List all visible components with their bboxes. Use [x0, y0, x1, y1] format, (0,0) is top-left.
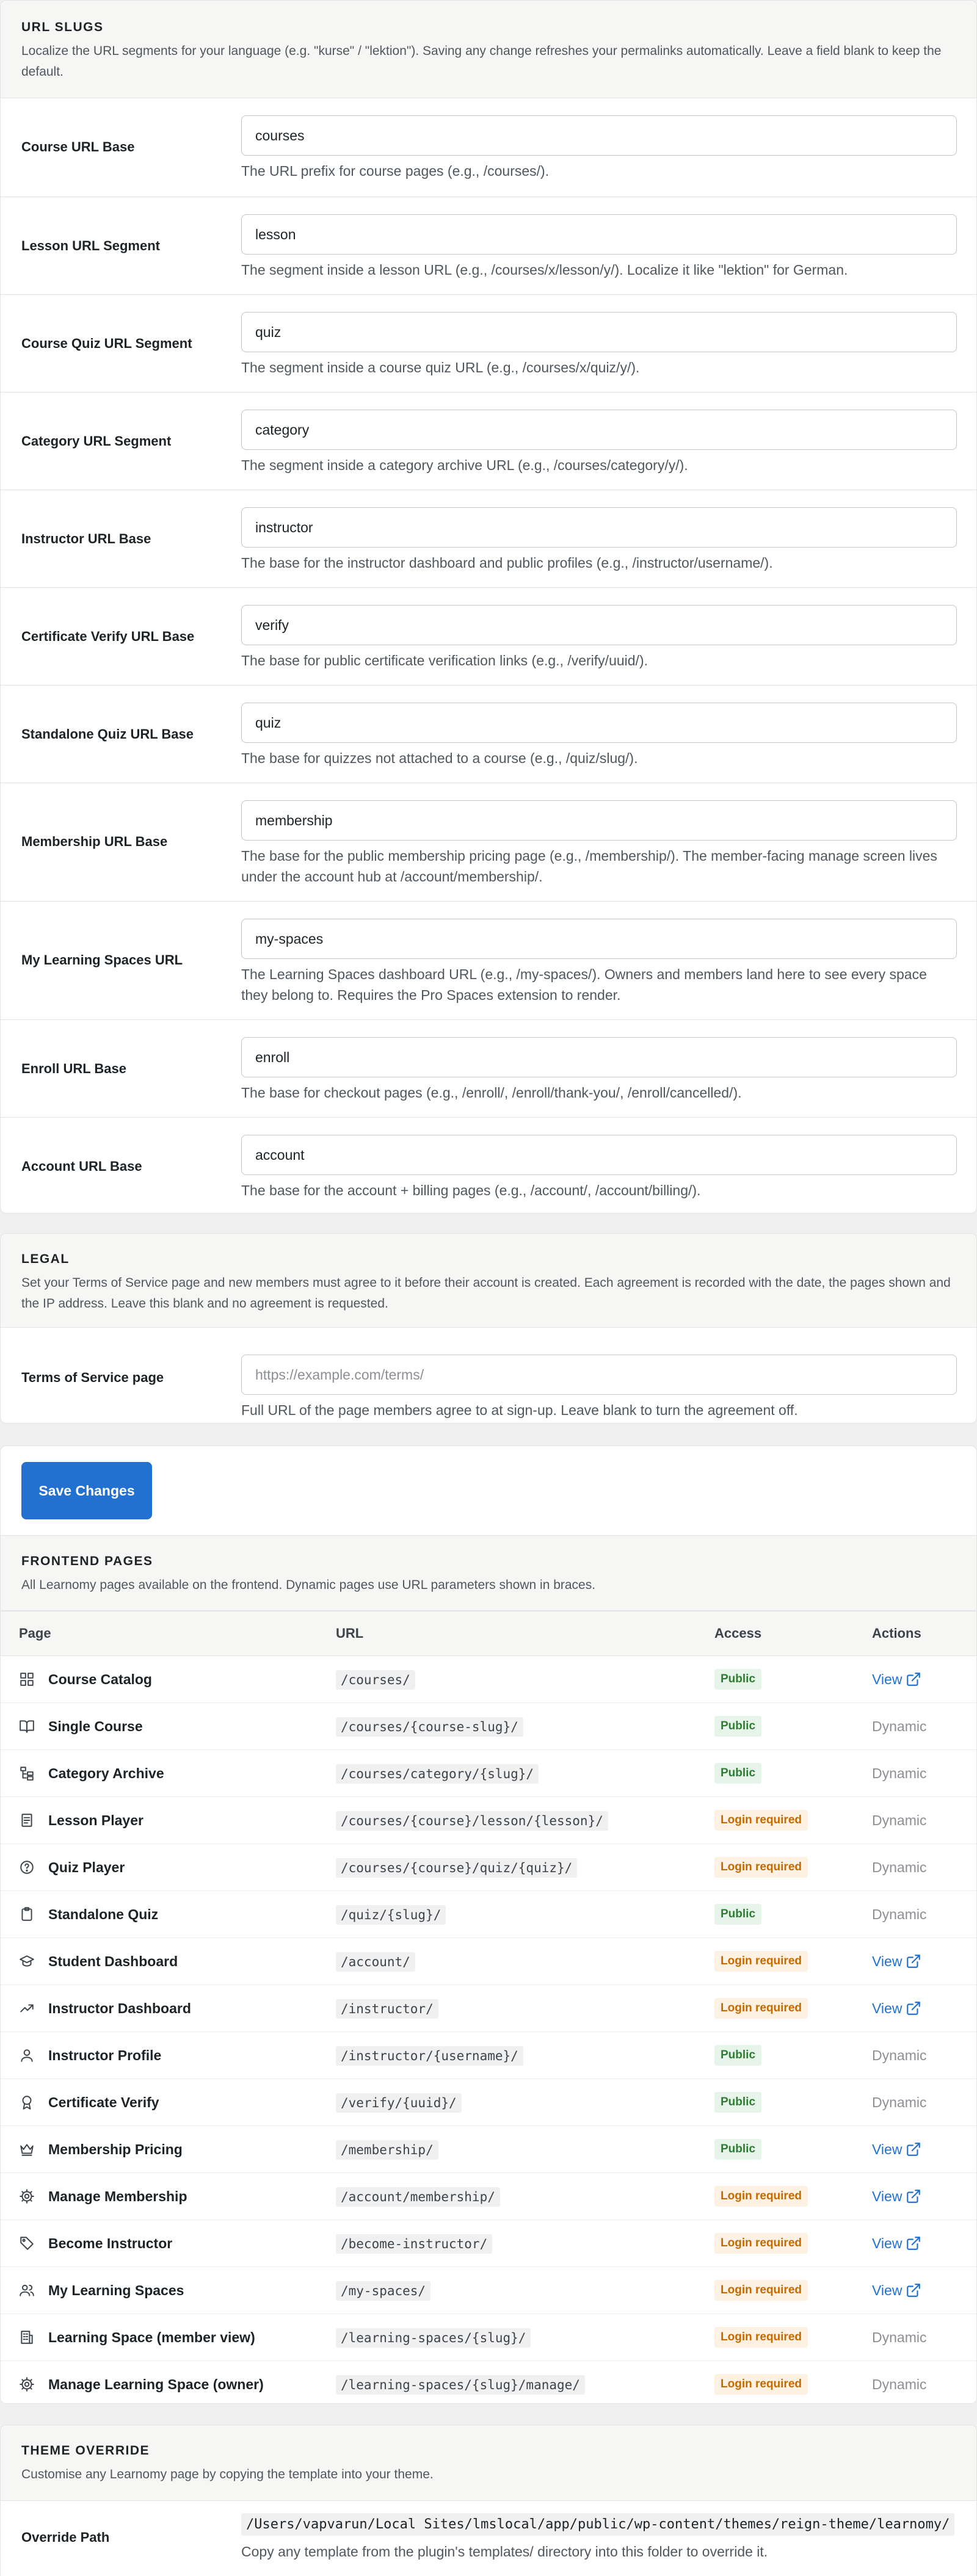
slug-help: The base for the instructor dashboard and public profiles (e.g., /instructor/username/). — [241, 555, 773, 571]
page-cell — [1, 1750, 336, 1797]
clipboard-icon — [19, 1906, 35, 1922]
slug-input[interactable] — [241, 1135, 957, 1175]
access-cell — [714, 1703, 872, 1750]
page-url: /membership/ — [336, 2140, 438, 2160]
page-cell — [1, 2361, 336, 2404]
page-name: Instructor Profile — [48, 2047, 162, 2063]
url-cell — [336, 1703, 714, 1750]
table-row — [1, 1938, 977, 1985]
url-cell — [336, 2267, 714, 2314]
actions-cell — [872, 2126, 977, 2173]
page-url: /instructor/{username}/ — [336, 2046, 523, 2066]
users-icon — [19, 2282, 35, 2298]
access-cell — [714, 1797, 872, 1844]
slug-help: The Learning Spaces dashboard URL (e.g., /my-spaces/). Owners and members land here to see every space they belong to. Requires the Pro Spaces extension to render. — [241, 966, 927, 1003]
slug-label: Course URL Base — [21, 139, 135, 154]
theme-override-section — [0, 2425, 977, 2576]
url-cell — [336, 1938, 714, 1985]
save-changes-button[interactable]: Save Changes — [21, 1462, 152, 1519]
access-badge: Public — [714, 1904, 761, 1925]
page-url: /account/membership/ — [336, 2187, 500, 2207]
dynamic-label: Dynamic — [872, 2329, 927, 2345]
user-icon — [19, 2047, 35, 2063]
url-cell — [336, 1656, 714, 1703]
slug-input[interactable] — [241, 115, 957, 156]
access-badge: Public — [714, 1669, 761, 1690]
folder-tree-icon — [19, 1765, 35, 1781]
page-cell-inner — [19, 2141, 336, 2158]
override-path-label: Override Path — [21, 2530, 110, 2545]
legal-section — [0, 1233, 977, 1424]
slug-input[interactable] — [241, 312, 957, 352]
view-label: View — [872, 2235, 903, 2251]
page-name: Course Catalog — [48, 1671, 152, 1687]
view-link[interactable] — [872, 2000, 921, 2017]
url-cell — [336, 2173, 714, 2220]
slug-help: The base for quizzes not attached to a course (e.g., /quiz/slug/). — [241, 750, 638, 766]
table-row — [1, 1656, 977, 1703]
section-title: THEME OVERRIDE — [21, 2444, 150, 2458]
slug-help: The segment inside a course quiz URL (e.g., /courses/x/quiz/y/). — [241, 360, 640, 375]
page-name: Certificate Verify — [48, 2094, 159, 2110]
slug-row — [1, 98, 976, 197]
access-badge: Login required — [714, 2233, 808, 2254]
view-link[interactable] — [872, 2282, 921, 2299]
slug-label: Enroll URL Base — [21, 1061, 126, 1076]
view-link[interactable] — [872, 1671, 921, 1688]
page-url: /quiz/{slug}/ — [336, 1905, 446, 1925]
page-cell-inner — [19, 2235, 336, 2252]
table-row — [1, 1797, 977, 1844]
crown-icon — [19, 2141, 35, 2157]
slug-input[interactable] — [241, 214, 957, 255]
section-description: Set your Terms of Service page and new members must agree to it before their account is created. Each agreement is recorded with the date, the pages shown and the IP address. Leave this blank and no agreement is requested. — [21, 1276, 951, 1311]
actions-cell — [872, 2032, 977, 2079]
actions-cell — [872, 1844, 977, 1891]
tos-row — [1, 1328, 976, 1424]
url-cell — [336, 2126, 714, 2173]
column-header-access: Access — [714, 1612, 872, 1656]
grid-icon — [19, 1671, 35, 1687]
page-name: Manage Learning Space (owner) — [48, 2376, 264, 2392]
actions-cell — [872, 1891, 977, 1938]
slug-help: The base for the account + billing pages (e.g., /account/, /account/billing/). — [241, 1182, 701, 1198]
tos-help: Full URL of the page members agree to at sign-up. Leave blank to turn the agreement off. — [241, 1402, 798, 1418]
access-cell — [714, 2220, 872, 2267]
actions-cell — [872, 2173, 977, 2220]
actions-cell — [872, 2079, 977, 2126]
page-url: /courses/{course-slug}/ — [336, 1717, 523, 1737]
dynamic-label: Dynamic — [872, 1812, 927, 1828]
actions-cell — [872, 1797, 977, 1844]
section-description: Localize the URL segments for your language (e.g. "kurse" / "lektion"). Saving any change refreshes your permalinks automatically. Leave a field blank to keep the default. — [21, 44, 942, 79]
page-cell — [1, 2032, 336, 2079]
page-cell — [1, 2126, 336, 2173]
view-label: View — [872, 2141, 903, 2157]
page-name: Manage Membership — [48, 2188, 187, 2204]
access-cell — [714, 2361, 872, 2404]
view-label: View — [872, 1671, 903, 1687]
view-link[interactable] — [872, 1953, 921, 1970]
url-cell — [336, 1797, 714, 1844]
slug-help: The URL prefix for course pages (e.g., /courses/). — [241, 163, 550, 179]
tag-icon — [19, 2235, 35, 2251]
frontend-pages-header — [1, 1535, 977, 1611]
slug-row — [1, 1020, 976, 1118]
external-link-icon — [902, 2282, 921, 2298]
access-cell — [714, 2079, 872, 2126]
url-cell — [336, 1985, 714, 2032]
page-url: /become-instructor/ — [336, 2234, 492, 2254]
legal-header — [1, 1234, 976, 1328]
page-name: Category Archive — [48, 1765, 164, 1781]
slug-row — [1, 295, 976, 393]
page-cell-inner — [19, 2000, 336, 2017]
page-url: /courses/category/{slug}/ — [336, 1764, 539, 1784]
page-cell-inner — [19, 2376, 336, 2393]
page-url: /account/ — [336, 1952, 415, 1972]
slug-label: Course Quiz URL Segment — [21, 336, 192, 351]
actions-cell — [872, 1938, 977, 1985]
url-slug-fields — [1, 98, 976, 1214]
page-cell — [1, 1656, 336, 1703]
table-row — [1, 2173, 977, 2220]
award-icon — [19, 2094, 35, 2110]
slug-input[interactable] — [241, 800, 957, 841]
access-badge: Login required — [714, 1810, 808, 1831]
external-link-icon — [902, 2235, 921, 2251]
access-cell — [714, 2173, 872, 2220]
graduation-cap-icon — [19, 1953, 35, 1969]
page-url: /my-spaces/ — [336, 2281, 430, 2301]
table-row — [1, 2361, 977, 2404]
table-row — [1, 2314, 977, 2361]
page-cell-inner — [19, 1718, 336, 1735]
table-row — [1, 1891, 977, 1938]
url-cell — [336, 2079, 714, 2126]
page-cell — [1, 2173, 336, 2220]
page-cell — [1, 1938, 336, 1985]
page-cell-inner — [19, 1671, 336, 1688]
page-name: Student Dashboard — [48, 1953, 178, 1969]
actions-cell — [872, 1750, 977, 1797]
frontend-pages-table — [1, 1611, 977, 2404]
external-link-icon — [902, 1671, 921, 1687]
slug-help: The base for the public membership pricing page (e.g., /membership/). The member-facing manage screen lives under the account hub at /account/membership/. — [241, 848, 937, 885]
trending-up-icon — [19, 2000, 35, 2016]
access-badge: Login required — [714, 1857, 808, 1878]
page-name: Single Course — [48, 1718, 143, 1734]
page-url: /courses/ — [336, 1670, 415, 1690]
page-name: Learning Space (member view) — [48, 2329, 255, 2345]
access-badge: Login required — [714, 2186, 808, 2207]
section-title: LEGAL — [21, 1252, 70, 1266]
page-cell — [1, 1985, 336, 2032]
url-cell — [336, 2361, 714, 2404]
table-row — [1, 2126, 977, 2173]
page-cell-inner — [19, 2047, 336, 2064]
slug-label: Lesson URL Segment — [21, 238, 160, 253]
slug-input[interactable] — [241, 410, 957, 450]
access-badge: Login required — [714, 2327, 808, 2348]
override-path-value: /Users/vapvarun/Local Sites/lmslocal/app/public/wp-content/themes/reign-theme/learnomy/ — [241, 2513, 954, 2536]
slug-row — [1, 197, 976, 295]
section-title: FRONTEND PAGES — [21, 1554, 153, 1568]
external-link-icon — [902, 2141, 921, 2157]
page-url: /learning-spaces/{slug}/manage/ — [336, 2375, 585, 2395]
access-cell — [714, 1985, 872, 2032]
slug-row — [1, 783, 976, 902]
url-cell — [336, 2220, 714, 2267]
table-header-row — [1, 1612, 977, 1656]
external-link-icon — [902, 1953, 921, 1969]
url-cell — [336, 1750, 714, 1797]
slug-label: Account URL Base — [21, 1159, 142, 1174]
actions-cell — [872, 1656, 977, 1703]
slug-row — [1, 1118, 976, 1214]
book-open-icon — [19, 1718, 35, 1734]
page-cell — [1, 2220, 336, 2267]
page-cell — [1, 2314, 336, 2361]
slug-label: My Learning Spaces URL — [21, 952, 183, 968]
page-cell — [1, 2267, 336, 2314]
actions-cell — [872, 2314, 977, 2361]
slug-row — [1, 686, 976, 783]
slug-input[interactable] — [241, 605, 957, 645]
page-cell-inner — [19, 1906, 336, 1923]
page-name: Standalone Quiz — [48, 1906, 159, 1922]
slug-input[interactable] — [241, 1037, 957, 1077]
page-cell — [1, 1797, 336, 1844]
page-name: Membership Pricing — [48, 2141, 183, 2157]
access-badge: Public — [714, 2139, 761, 2160]
view-label: View — [872, 2282, 903, 2298]
actions-cell — [872, 1985, 977, 2032]
section-title: URL SLUGS — [21, 20, 104, 34]
page-cell-inner — [19, 2329, 336, 2346]
table-row — [1, 1750, 977, 1797]
table-row — [1, 2220, 977, 2267]
slug-row — [1, 588, 976, 686]
section-description: All Learnomy pages available on the frontend. Dynamic pages use URL parameters shown in braces. — [21, 1578, 596, 1592]
access-badge: Public — [714, 2045, 761, 2066]
tos-label: Terms of Service page — [21, 1370, 164, 1385]
page-cell — [1, 1844, 336, 1891]
page-cell-inner — [19, 2282, 336, 2299]
dynamic-label: Dynamic — [872, 2094, 927, 2110]
access-cell — [714, 2314, 872, 2361]
access-badge: Public — [714, 1716, 761, 1737]
page-name: Lesson Player — [48, 1812, 143, 1828]
access-badge: Login required — [714, 2280, 808, 2301]
theme-override-header — [1, 2425, 976, 2501]
gear-icon — [19, 2188, 35, 2204]
access-cell — [714, 1891, 872, 1938]
actions-cell — [872, 1703, 977, 1750]
slug-row — [1, 490, 976, 588]
table-row — [1, 2032, 977, 2079]
access-badge: Public — [714, 1763, 761, 1784]
view-link[interactable] — [872, 2188, 921, 2205]
frontend-pages-card — [0, 1445, 977, 2404]
slug-row — [1, 902, 976, 1020]
dynamic-label: Dynamic — [872, 1718, 927, 1734]
view-link[interactable] — [872, 2235, 921, 2252]
page-cell-inner — [19, 1953, 336, 1970]
slug-help: The segment inside a category archive URL (e.g., /courses/category/y/). — [241, 457, 688, 473]
url-cell — [336, 2032, 714, 2079]
access-badge: Public — [714, 2092, 761, 2113]
dynamic-label: Dynamic — [872, 1906, 927, 1922]
table-row — [1, 1985, 977, 2032]
page-name: Quiz Player — [48, 1859, 125, 1875]
dynamic-label: Dynamic — [872, 2376, 927, 2392]
url-cell — [336, 1891, 714, 1938]
table-row — [1, 1844, 977, 1891]
access-badge: Login required — [714, 1998, 808, 2019]
page-cell — [1, 1891, 336, 1938]
page-url: /instructor/ — [336, 1999, 438, 2019]
slug-label: Category URL Segment — [21, 433, 172, 449]
slug-input[interactable] — [241, 703, 957, 743]
view-label: View — [872, 2000, 903, 2016]
url-slugs-section — [0, 0, 977, 1214]
url-slugs-header — [1, 1, 976, 98]
access-cell — [714, 1844, 872, 1891]
column-header-page: Page — [1, 1612, 336, 1656]
page-url: /learning-spaces/{slug}/ — [336, 2328, 531, 2348]
view-label: View — [872, 2188, 903, 2204]
access-cell — [714, 1656, 872, 1703]
slug-label: Standalone Quiz URL Base — [21, 726, 194, 742]
page-cell-inner — [19, 1859, 336, 1876]
slug-input[interactable] — [241, 507, 957, 548]
access-badge: Login required — [714, 2374, 808, 2395]
access-badge: Login required — [714, 1951, 808, 1972]
page-name: Instructor Dashboard — [48, 2000, 191, 2016]
slug-row — [1, 393, 976, 490]
override-path-help: Copy any template from the plugin's templates/ directory into this folder to override it. — [241, 2544, 768, 2560]
dynamic-label: Dynamic — [872, 2047, 927, 2063]
override-path-row — [1, 2501, 976, 2576]
table-row — [1, 2267, 977, 2314]
section-description: Customise any Learnomy page by copying the template into your theme. — [21, 2467, 434, 2481]
access-cell — [714, 1938, 872, 1985]
dynamic-label: Dynamic — [872, 1765, 927, 1781]
slug-label: Certificate Verify URL Base — [21, 629, 195, 644]
page-cell-inner — [19, 1812, 336, 1829]
page-url: /verify/{uuid}/ — [336, 2093, 462, 2113]
view-link[interactable] — [872, 2141, 921, 2158]
column-header-actions: Actions — [872, 1612, 977, 1656]
page-cell — [1, 1703, 336, 1750]
column-header-url: URL — [336, 1612, 714, 1656]
page-name: Become Instructor — [48, 2235, 173, 2251]
actions-cell — [872, 2220, 977, 2267]
access-cell — [714, 2267, 872, 2314]
document-icon — [19, 1812, 35, 1828]
page-name: My Learning Spaces — [48, 2282, 184, 2298]
tos-url-input[interactable] — [241, 1355, 957, 1395]
page-url: /courses/{course}/lesson/{lesson}/ — [336, 1811, 608, 1831]
slug-input[interactable] — [241, 919, 957, 959]
page-cell — [1, 2079, 336, 2126]
access-cell — [714, 1750, 872, 1797]
help-circle-icon — [19, 1859, 35, 1875]
page-cell-inner — [19, 2094, 336, 2111]
dynamic-label: Dynamic — [872, 1859, 927, 1875]
url-cell — [336, 2314, 714, 2361]
page-cell-inner — [19, 2188, 336, 2205]
table-row — [1, 2079, 977, 2126]
slug-help: The segment inside a lesson URL (e.g., /courses/x/lesson/y/). Localize it like "lektion" for German. — [241, 262, 848, 278]
external-link-icon — [902, 2000, 921, 2016]
slug-help: The base for checkout pages (e.g., /enroll/, /enroll/thank-you/, /enroll/cancelled/). — [241, 1085, 742, 1101]
page-url: /courses/{course}/quiz/{quiz}/ — [336, 1858, 577, 1878]
slug-help: The base for public certificate verification links (e.g., /verify/uuid/). — [241, 653, 648, 668]
access-cell — [714, 2126, 872, 2173]
actions-cell — [872, 2267, 977, 2314]
table-row — [1, 1703, 977, 1750]
slug-label: Membership URL Base — [21, 834, 168, 849]
view-label: View — [872, 1953, 903, 1969]
url-cell — [336, 1844, 714, 1891]
external-link-icon — [902, 2188, 921, 2204]
gear-icon — [19, 2376, 35, 2392]
page-cell-inner — [19, 1765, 336, 1782]
actions-cell — [872, 2361, 977, 2404]
building-icon — [19, 2329, 35, 2345]
access-cell — [714, 2032, 872, 2079]
slug-label: Instructor URL Base — [21, 531, 151, 546]
